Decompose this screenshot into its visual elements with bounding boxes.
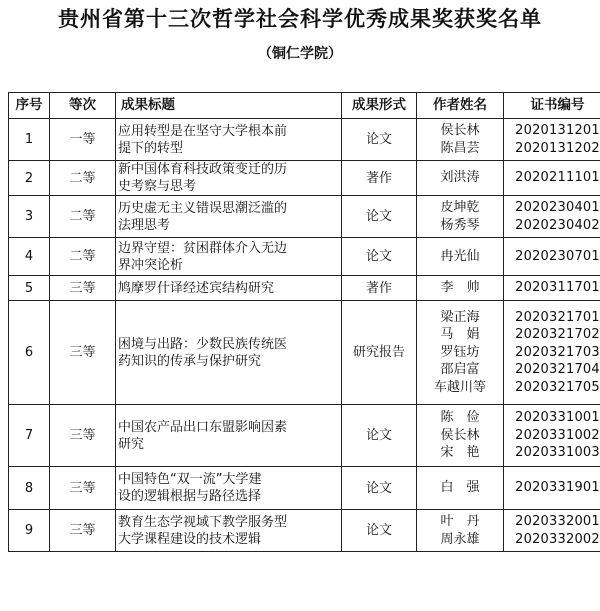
row-title-line: 新中国体育科技政策变迁的历 <box>118 162 288 177</box>
row-title-line: 教育生态学视域下教学服务型 <box>118 514 288 530</box>
certificate-number: 2020332001 <box>515 514 600 529</box>
row-certs <box>504 405 600 467</box>
row-number: 6 <box>9 301 50 405</box>
row-number: 3 <box>9 196 50 238</box>
row-title-line: 研究 <box>118 436 145 452</box>
row-certs <box>504 510 600 552</box>
author-name: 罗钰坊 <box>440 344 480 360</box>
row-form: 论文 <box>342 510 417 552</box>
document-title: 贵州省第十三次哲学社会科学优秀成果奖获奖名单 <box>58 7 542 31</box>
row-title-line: 史考察与思考 <box>118 179 197 194</box>
author-name: 叶 丹 <box>440 514 480 529</box>
row-grade: 三等 <box>50 301 116 405</box>
row-certs <box>504 276 600 301</box>
table-row <box>9 196 600 238</box>
author-name: 宋 艳 <box>440 445 480 461</box>
row-title <box>116 119 342 161</box>
certificate-number: 2020311701 <box>515 280 600 296</box>
row-authors <box>417 161 504 196</box>
row-title-line: 大学课程建设的技术逻辑 <box>118 531 262 547</box>
table-row <box>9 467 600 510</box>
row-grade: 一等 <box>50 119 116 161</box>
row-title <box>116 405 342 467</box>
author-name: 陈昌芸 <box>440 140 480 156</box>
row-grade: 三等 <box>50 276 116 301</box>
awards-table <box>8 92 600 552</box>
row-authors <box>417 119 504 161</box>
row-number: 7 <box>9 405 50 467</box>
row-grade: 三等 <box>50 405 116 467</box>
certificate-number: 2020332002 <box>515 531 600 547</box>
row-form: 著作 <box>342 161 417 196</box>
row-authors <box>417 276 504 301</box>
row-authors <box>417 301 504 405</box>
certificate-number: 2020211101 <box>515 170 600 186</box>
row-form: 论文 <box>342 196 417 238</box>
certificate-number: 2020321703 <box>515 344 600 360</box>
row-certs <box>504 119 600 161</box>
row-form: 论文 <box>342 405 417 467</box>
header-authors: 作者姓名 <box>417 93 504 119</box>
header-title: 成果标题 <box>116 93 342 119</box>
row-certs <box>504 301 600 405</box>
author-name: 刘洪涛 <box>440 170 480 186</box>
row-title-line: 历史虚无主义错误思潮泛滥的 <box>118 200 288 216</box>
certificate-number: 2020321704 <box>515 362 600 378</box>
certificate-number: 2020230401 <box>515 200 600 215</box>
row-authors <box>417 238 504 276</box>
row-certs <box>504 467 600 510</box>
header-no: 序号 <box>9 93 50 119</box>
row-title <box>116 161 342 196</box>
author-name: 皮坤乾 <box>440 200 480 215</box>
row-title <box>116 467 342 510</box>
header-grade: 等次 <box>50 93 116 119</box>
certificate-number: 2020131201 <box>515 123 600 138</box>
certificate-number: 2020331901 <box>515 480 600 496</box>
row-title <box>116 510 342 552</box>
row-certs <box>504 161 600 196</box>
certificate-number: 2020321705 <box>515 379 600 395</box>
author-name: 梁正海 <box>440 309 480 325</box>
table-row <box>9 238 600 276</box>
certificate-number: 2020331003 <box>515 445 600 461</box>
table-row <box>9 510 600 552</box>
row-grade: 三等 <box>50 467 116 510</box>
row-number: 2 <box>9 161 50 196</box>
table-header-row <box>9 93 600 119</box>
row-grade: 二等 <box>50 196 116 238</box>
row-title-line: 法理思考 <box>118 217 171 233</box>
certificate-number: 2020321702 <box>515 327 600 343</box>
row-title-line: 边界守望：贫困群体介入无边 <box>118 240 288 256</box>
certificate-number: 2020331001 <box>515 410 600 426</box>
author-name: 马 娟 <box>440 327 480 343</box>
certificate-number: 2020321701 <box>515 309 600 325</box>
row-title-line: 应用转型是在坚守大学根本前 <box>118 123 288 139</box>
certificate-number: 2020331002 <box>515 427 600 443</box>
row-number: 5 <box>9 276 50 301</box>
table-row <box>9 119 600 161</box>
table-row <box>9 301 600 405</box>
row-title <box>116 238 342 276</box>
author-name: 陈 俭 <box>440 410 480 426</box>
row-certs <box>504 196 600 238</box>
document-subtitle: （铜仁学院） <box>258 46 342 62</box>
row-number: 4 <box>9 238 50 276</box>
row-form: 论文 <box>342 119 417 161</box>
row-authors <box>417 467 504 510</box>
author-name: 侯长林 <box>440 123 480 138</box>
row-title <box>116 276 342 301</box>
author-name: 侯长林 <box>440 427 480 443</box>
table-body <box>9 119 600 552</box>
author-name: 李 帅 <box>440 280 480 296</box>
row-authors <box>417 196 504 238</box>
table-row <box>9 161 600 196</box>
row-title-line: 困境与出路：少数民族传统医 <box>118 336 288 352</box>
table-row <box>9 276 600 301</box>
header-certs: 证书编号 <box>504 93 600 119</box>
row-number: 9 <box>9 510 50 552</box>
row-authors <box>417 405 504 467</box>
row-authors <box>417 510 504 552</box>
row-form: 研究报告 <box>342 301 417 405</box>
row-form: 著作 <box>342 276 417 301</box>
row-title <box>116 301 342 405</box>
table-row <box>9 405 600 467</box>
row-title-line: 提下的转型 <box>118 140 184 156</box>
row-title-line: 中国特色“双一流”大学建 <box>118 472 262 487</box>
author-name: 白 强 <box>440 480 480 496</box>
header-form: 成果形式 <box>342 93 417 119</box>
author-name: 邵启富 <box>440 362 480 378</box>
certificate-number: 2020131202 <box>515 140 600 156</box>
author-name: 周永雄 <box>440 531 480 547</box>
author-name: 冉光仙 <box>440 248 480 264</box>
row-title-line: 鸠摩罗什译经述宾结构研究 <box>118 280 275 296</box>
author-name: 车越川等 <box>433 379 486 395</box>
row-form: 论文 <box>342 238 417 276</box>
row-title-line: 中国农产品出口东盟影响因素 <box>118 419 288 435</box>
row-grade: 二等 <box>50 238 116 276</box>
row-title-line: 药知识的传承与保护研究 <box>118 353 262 369</box>
row-title <box>116 196 342 238</box>
row-form: 论文 <box>342 467 417 510</box>
row-number: 8 <box>9 467 50 510</box>
certificate-number: 2020230402 <box>515 217 600 233</box>
author-name: 杨秀琴 <box>440 217 480 233</box>
row-number: 1 <box>9 119 50 161</box>
certificate-number: 2020230701 <box>515 248 600 264</box>
row-grade: 三等 <box>50 510 116 552</box>
row-title-line: 界冲突论析 <box>118 257 184 273</box>
row-certs <box>504 238 600 276</box>
row-grade: 二等 <box>50 161 116 196</box>
row-title-line: 设的逻辑根据与路径选择 <box>118 489 262 504</box>
